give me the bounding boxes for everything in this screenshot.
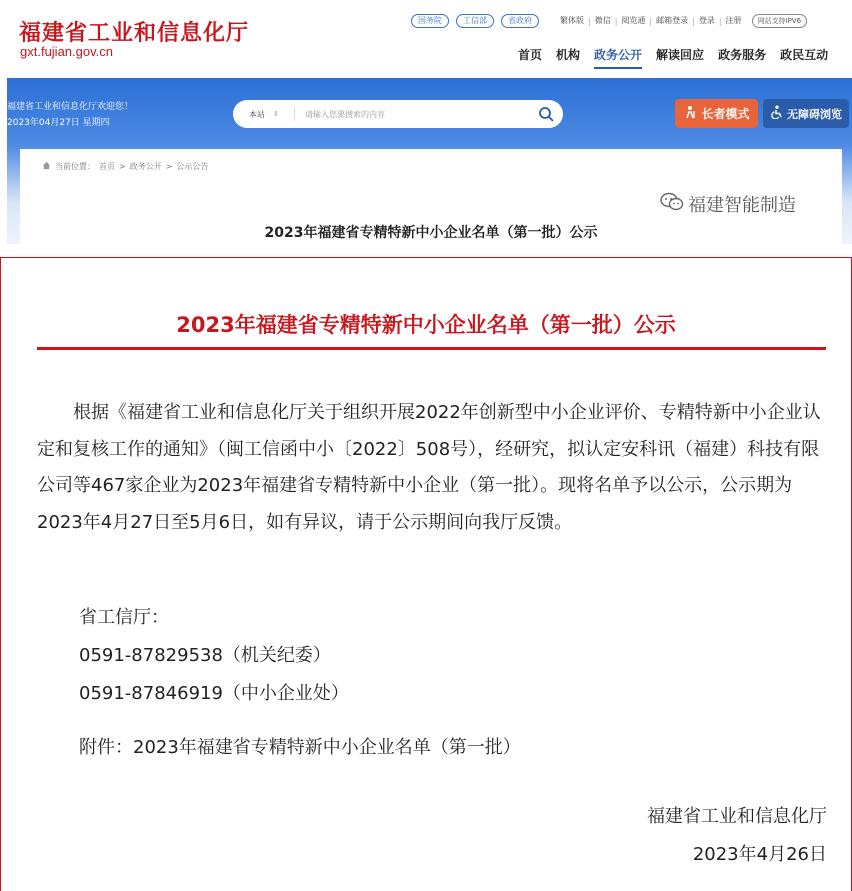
search-scope-select[interactable] [233,107,295,121]
nav-interpretation[interactable]: 解读回应 [656,48,705,62]
main-nav [518,46,828,69]
article-body: 根据《福建省工业和信息化厅关于组织开展2022年创新型中小企业评价、专精特新中小企业认定和复核工作的通知》（闽工信函中小〔2022〕508号），经研究，拟认定安科讯（福建）科技有限公司等467家企业为2023年福建省专精特新中小企业（第一批）。现将名单予以公示，公示期为2023年4月27日至5月6日，如有异议，请于公示期间向我厅反馈。 [37,402,821,533]
attachment-link[interactable]: 附件：2023年福建省专精特新中小企业名单（第一批） [79,737,521,758]
nav-services[interactable]: 政务服务 [718,48,767,62]
date-text: 2023年04月27日 星期四 [7,118,110,128]
gov-badge-miit[interactable]: 工信部 [456,14,494,28]
gov-badges [411,14,539,28]
nav-home[interactable]: 首页 [518,48,543,62]
signature-org: 福建省工业和信息化厅 [647,806,827,827]
elder-mode-button[interactable] [675,99,758,128]
breadcrumb-notices[interactable]: 公示公告 [176,162,209,171]
search-input[interactable] [295,100,529,128]
nav-organization[interactable]: 机构 [556,48,581,62]
title-divider [37,347,826,350]
breadcrumb: 当前位置： 首页 > 政务公开 > 公示公告 [42,161,208,172]
top-header [0,0,852,78]
link-register[interactable]: 注册 [725,16,742,25]
article-title: 2023年福建省专精特新中小企业名单（第一批）公示 [176,313,676,337]
breadcrumb-gov-affairs[interactable]: 政务公开 [129,162,162,171]
nav-interaction[interactable]: 政民互动 [780,48,829,62]
gov-badge-province[interactable]: 省政府 [501,14,539,28]
signature [601,798,827,874]
contact-label: 省工信厅： [79,607,169,628]
elder-icon [683,105,697,122]
utility-links: 繁体版 | 微信 | 阅览通 | 邮箱登录 | 登录 | 注册 网站支持IPV6 [556,14,807,28]
accessibility-label: 无障碍浏览 [787,107,842,121]
search-icon[interactable] [529,100,563,128]
link-wechat[interactable]: 微信 [594,16,611,25]
banner [7,78,852,244]
card-title: 2023年福建省专精特新中小企业名单（第一批）公示 [264,225,598,241]
contact-phone-1: 0591-87829538（机关纪委） [79,645,331,666]
search-scope-label: 本站 [249,109,265,119]
signature-date: 2023年4月26日 [692,844,827,865]
link-login[interactable]: 登录 [698,16,715,25]
accessibility-icon [770,105,784,122]
contact-phone-2: 0591-87846919（中小企业处） [79,683,349,704]
wechat-icon [660,192,684,217]
ipv6-badge: 网站支持IPV6 [752,14,808,28]
elder-mode-label: 长者模式 [701,107,750,121]
gov-badge-state-council[interactable]: 国务院 [411,14,449,28]
welcome-text: 福建省工业和信息化厅欢迎您！ [7,102,134,112]
nav-gov-affairs[interactable]: 政务公开 [594,46,642,69]
link-mail-login[interactable]: 邮箱登录 [656,16,689,25]
site-name[interactable]: 福建省工业和信息化厅 [19,21,250,46]
breadcrumb-prefix: 当前位置： [55,162,95,171]
caret-icon: ⇕ [273,110,279,118]
article [0,257,852,891]
breadcrumb-home[interactable]: 首页 [99,162,115,171]
content-card [20,149,842,244]
home-icon [42,161,51,172]
contact-block [79,599,349,713]
watermark-text: 福建智能制造 [688,195,796,216]
link-traditional[interactable]: 繁体版 [560,16,584,25]
link-reader[interactable]: 阅览通 [621,16,646,25]
site-domain: gxt.fujian.gov.cn [20,44,113,59]
accessibility-button[interactable] [763,99,849,128]
search-bar [233,100,563,128]
watermark [660,191,796,217]
